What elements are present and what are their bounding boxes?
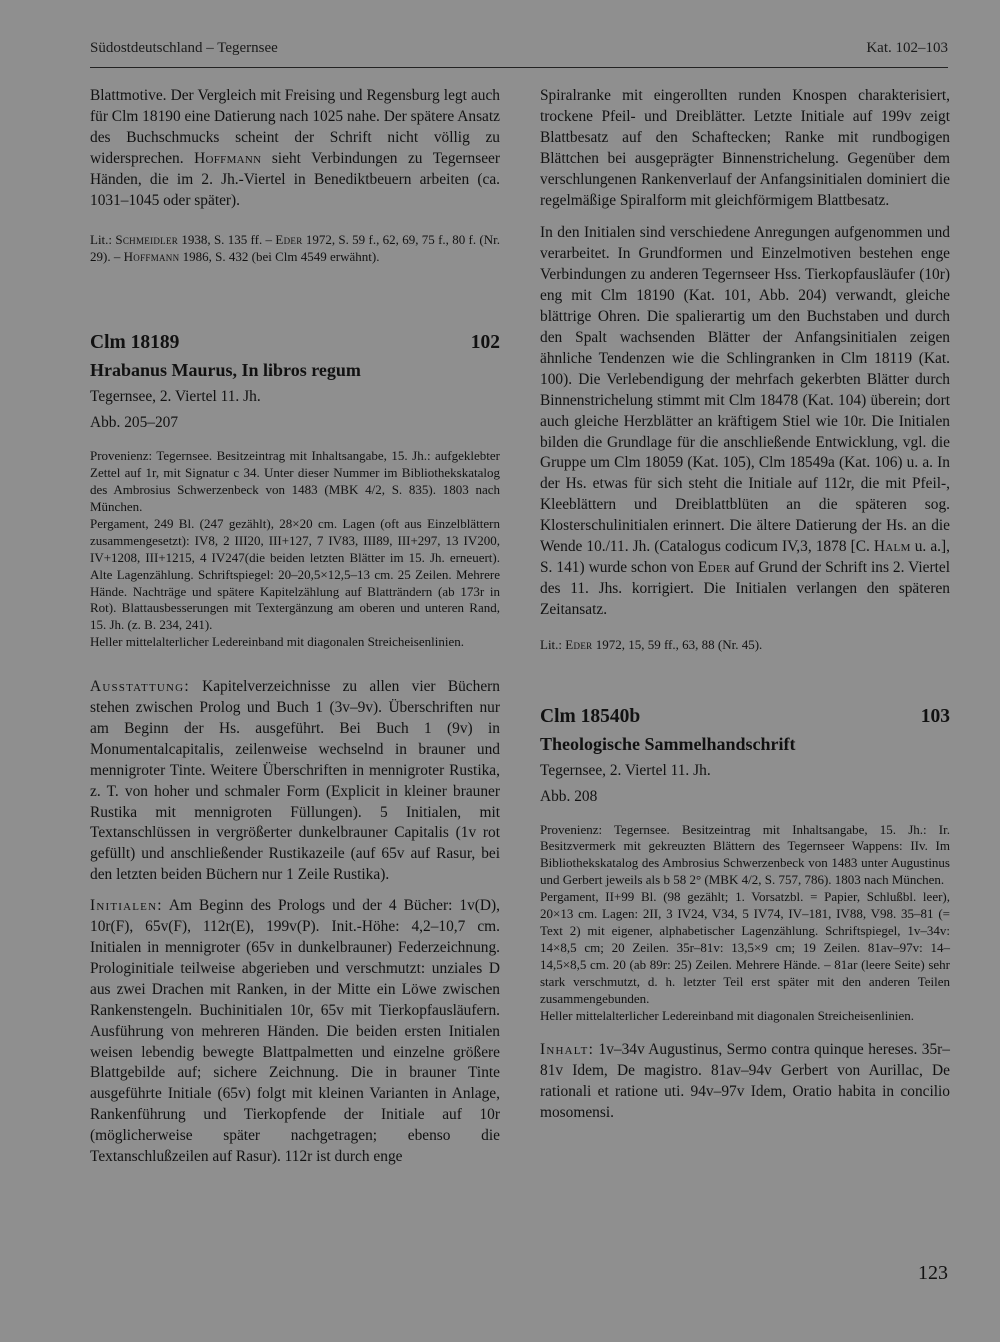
lit-author: Eder [565,636,593,652]
inhalt-paragraph [540,1040,950,1124]
lit-label: Lit.: [90,232,113,248]
lit-ref: 1972, 15, 59 ff., 63, 88 (Nr. 45). [595,636,763,652]
inhalt-text: 1v–34v Augustinus, Sermo contra quinque hereses. 35r–81v Idem, De magistro. 81av–94v Gerbert von Aurillac, De rationali et ratione uti. 94v–97v Idem, Oratio habita in concilio mosomensi. [540,1041,950,1122]
lit-author: Eder [275,232,303,248]
entry-number: 103 [920,705,950,727]
entry-title: Theologische Sammelhandschrift [540,733,796,754]
literature-101 [90,232,500,266]
continuation-tail: sieht Verbindungen zu Tegernseer Händen, die im 2. Jh.-Viertel in Benediktbeuern arbeiten (ca. 1031–1045 oder später). [90,149,500,209]
ausstattung-paragraph [90,677,500,886]
lit-ref: 1986, S. 432 (bei Clm 4549 erwähnt). [182,249,380,265]
entry-title: Hrabanus Maurus, In libros regum [90,360,361,381]
right-column [540,86,950,1124]
codicology: Pergament, II+99 Bl. (98 gezählt; 1. Vorsatzbl. = Papier, Schlußbl. leer), 20×13 cm. Lagen: 2II, 3 IV24, V34, 5 IV74, IV–181, IV88, V98. 35–81 (= Text 2) mit eigener, alphabetischer Lagenzählung. Schriftspiegel, 1v–34v: 14×8,5 cm; 20 Zeilen. 35r–81v: 13,5×9 cm; 19 Zeilen. 81av–97v: 14–14,5×8,5 cm. 20 (ab 89r: 25) Zeilen. Mehrere Hände. – 81ar (leere Seite) sehr stark verschmutzt, d. h. letzter Teil erst später mit den anderen Teilen zusammengebunden. [540,889,950,1006]
header-rule [90,67,948,68]
running-head-right: Kat. 102–103 [866,40,948,56]
entry-origin: Tegernsee, 2. Viertel 11. Jh. [540,761,711,779]
page-number: 123 [918,1262,948,1284]
section-label: Initialen: [90,897,163,915]
provenance: Provenienz: Tegernsee. Besitzeintrag mit Inhaltsangabe, 15. Jh.: aufgeklebter Zettel auf 1r, mit Signatur c 34. Unter dieser Nummer im Bibliothekskatalog des Ambrosius Schwerzenbeck von 1483 (MBK 4/2, S. 835). 1803 nach München. [90,448,500,514]
lit-ref: 1972, S. 59 f., 62, 69, 75 f., 80 f. (Nr. 29). – [90,232,500,265]
binding: Heller mittelalterlicher Ledereinband mit diagonalen Streicheisenlinien. [540,1007,914,1023]
entry-shelfmark: Clm 18540b [540,705,641,727]
binding: Heller mittelalterlicher Ledereinband mit diagonalen Streicheisenlinien. [90,634,464,650]
analysis-paragraph [540,223,950,620]
entry-origin: Tegernsee, 2. Viertel 11. Jh. [90,388,261,406]
lit-ref: 1938, S. 135 ff. – [181,232,273,248]
entry-103-header [540,706,950,807]
running-head [90,40,948,57]
continued-paragraph: Spiralranke mit eingerollten runden Knospen charakterisiert, trockene Pfeil- und Dreiblätter. Letzte Initiale auf 199v zeigt Blattbesatz auf den Schaftecken; Ranke mit rundbogigen Blättchen bei ausgeprägter Binnenstrichelung. Gegenüber dem verschlungenen Rankenverlauf der Anfangsinitialen dominiert die regelmäßige Spiralform mit gleichförmigem Blattbesatz. [540,87,950,209]
running-head-left: Südostdeutschland – Tegernsee [90,40,278,56]
codicology: Pergament, 249 Bl. (247 gezählt), 28×20 cm. Lagen (oft aus Einzelblättern zusammengesetzt): IV8, 2 III20, III+127, 7 IV83, III89, III+297, 13 IV200, IV+1208, III+1215, 4 IV247(die beiden letzten Blätter im 15. Jh. erneuert). Alte Lagenzählung. Schriftspiegel: 20–20,5×12,5–13 cm. 25 Zeilen. Mehrere Hände. Nachträge und spätere Kapitelzählung auf Blatträndern (ab 173r in Rot). Blattausbesserungen mit Textergänzung am oberen und unteren Rand, 15. Jh. (z. B. 234, 241). [90,515,500,633]
entry-102-header [90,332,500,433]
section-label: Inhalt: [540,1041,595,1059]
lit-author: Schmeidler [115,232,179,248]
section-label: Ausstattung: [90,678,190,696]
author-ref: Hoffmann [194,149,262,167]
continued-paragraph [90,86,500,211]
author-ref: Halm [873,538,911,556]
analysis-text: u. a.], S. 141) wurde schon von [540,538,950,576]
entry-shelfmark: Clm 18189 [90,332,180,354]
provenance: Provenienz: Tegernsee. Besitzeintrag mit Inhaltsangabe, 15. Jh.: Ir. Besitzvermerk mit gekreuzten Blättern des Tegernseer Wappens: IIv. Im Bibliothekskatalog des Ambrosius Schwerzenbeck von 1483 unter Augustinus und Gerbert jeweils als b 58 2° (MBK 4/2, S. 757, 786). 1803 nach München. [540,821,950,888]
literature-102 [540,637,950,654]
entry-number: 102 [470,332,500,354]
analysis-text: auf Grund der Schrift ins 2. Viertel des 11. Jhs. korrigiert. Die Initialen verlangen den späteren Zeitansatz. [540,558,950,618]
lit-label: Lit.: [540,636,563,652]
analysis-text: In den Initialen sind verschiedene Anregungen aufgenommen und verarbeitet. In Grundformen und Einzelmotiven bestehen enge Verbindungen zu anderen Tegernseer Hss. Tierkopfausläufer (10r) eng mit Clm 18190 (Kat. 101, Abb. 204) verwandt, gleiche blättrige Ohren. Die spalierartig um den Buchstaben und durch den Spalt wachsenden Blätter der Anfangsinitialen zeigen ähnliche Tendenzen wie die Schlingranken in Clm 18119 (Kat. 100). Die Verlebendigung der mehrfach gekerbten Blätter durch Binnenstrichelung stimmt mit Clm 18478 (Kat. 104) überein; dort auch gleiche Herzblätter an kräftigem Stiel wie 10r. Die Initialen bilden die Grundlage für die anschließende Entwicklung, vgl. die Gruppe um Clm 18059 (Kat. 105), Clm 18549a (Kat. 106) u. a. In der Hs. etwas für sich steht die Initiale auf 112r, die mit Pfeil-, Kleeblättern und Dreiblattblüten an die späteren sog. Klosterschulinitialen erinnert. Die ältere Datierung der Hs. an die Wende 10./11. Jh. (Catalogus codicum IV,3, 1878 [C. [540,224,950,556]
author-ref: Eder [697,558,731,576]
entry-figures: Abb. 205–207 [90,414,179,432]
left-column [90,86,500,1168]
entry-figures: Abb. 208 [540,787,598,805]
initialen-paragraph [90,896,500,1168]
lit-author: Hoffmann [123,249,180,265]
continuation-text: Blattmotive. Der Vergleich mit Freising und Regensburg legt auch für Clm 18190 eine Datierung nach 1025 nahe. Der spätere Ansatz des Buchschmucks scheint der Schrift nicht völlig zu widersprechen. [90,87,500,167]
ausstattung-text: Kapitelverzeichnisse zu allen vier Büchern stehen zwischen Prolog und Buch 1 (3v–9v). Überschriften nur am Beginn der Hs. ausgeführt. Bei Buch 1 (9v) in Monumentalcapitalis, zeilenweise wechselnd in brauner und mennigroter Tinte. Weitere Überschriften in mennigroter Rustika, z. T. von hoher und schmaler Form (Explicit in kleiner brauner Rustika mit mennigroten Füllungen). 5 Initialen, mit Textanschlüssen in vergrößerter dunkelbrauner Capitalis (1v rot gefüllt) und anschließender Rustikazeile (auf 65v auf Rasur, bei den letzten beiden Büchern nur 1 Zeile Rustika). [90,678,500,884]
initialen-text: Am Beginn des Prologs und der 4 Bücher: 1v(D), 10r(F), 65v(F), 112r(E), 199v(P). Init.-Höhe: 4,2–10,7 cm. Initialen in mennigroter (65v in dunkelbrauner) Federzeichnung. Prologinitiale teilweise abgerieben und verschmutzt: unziales D aus zwei Drachen mit Ranken, in der Mitte ein Löwe zwischen Rankenstengeln. Buchinitialen 10r, 65v mit Tierkopfausläufern. Ausführung von mehreren Händen. Die beiden ersten Initialen weisen lebendig bewegte Blattpalmetten und einzelne größere Blattgebilde auf; sichere Zeichnung. Die in brauner Tinte ausgeführte Initiale (65v) folgt mit kleinen Varianten in Anlage, Rankenführung und Tierkopfende der Initiale auf 10r (möglicherweise später nachgetragen; ebenso die Textanschlußzeilen auf Rasur). 112r ist durch enge [90,897,500,1166]
